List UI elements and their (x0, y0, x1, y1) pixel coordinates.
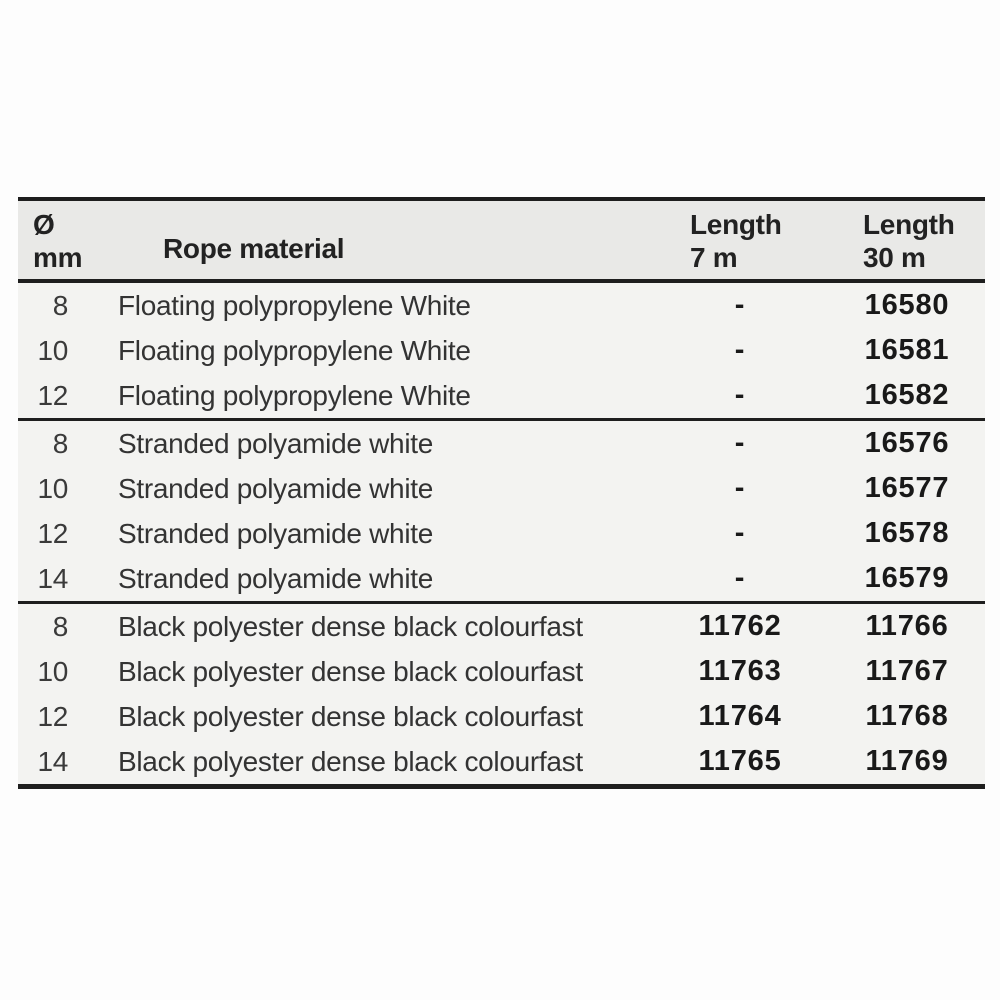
diameter-cell: 8 (52, 427, 68, 459)
length-7m-cell: - (734, 472, 746, 504)
diameter-cell: 8 (52, 289, 68, 321)
length-7m-cell: - (734, 334, 746, 366)
diameter-symbol: Ø (33, 209, 55, 240)
table-row (18, 511, 985, 556)
table-header-row (18, 201, 985, 283)
rope-table (18, 197, 985, 789)
diameter-cell: 10 (37, 472, 68, 504)
material-cell: Floating polypropylene White (118, 289, 471, 321)
material-cell: Floating polypropylene White (118, 379, 471, 411)
table-row (18, 466, 985, 511)
length-30m-cell: 16582 (864, 379, 950, 411)
material-cell: Stranded polyamide white (118, 517, 433, 549)
material-cell: Black polyester dense black colourfast (118, 700, 583, 732)
material-cell: Stranded polyamide white (118, 472, 433, 504)
diameter-cell: 10 (37, 655, 68, 687)
length-30m-cell: 11769 (865, 745, 949, 777)
length-7m-cell: - (734, 517, 746, 549)
material-header-label: Rope material (163, 232, 345, 264)
length-7m-cell: - (734, 562, 746, 594)
length-7m-cell: - (734, 379, 746, 411)
table-row (18, 604, 985, 649)
material-cell: Floating polypropylene White (118, 334, 471, 366)
material-cell: Stranded polyamide white (118, 427, 433, 459)
diameter-cell: 12 (37, 700, 68, 732)
table-row (18, 556, 985, 601)
material-cell: Black polyester dense black colourfast (118, 610, 583, 642)
diameter-unit-label: mm (33, 242, 83, 273)
table-row (18, 328, 985, 373)
length-7m-cell: 11765 (698, 745, 782, 777)
table-group-stranded-polyamide (18, 418, 985, 601)
length-7m-cell: 11762 (698, 610, 782, 642)
material-cell: Stranded polyamide white (118, 562, 433, 594)
table-row (18, 649, 985, 694)
material-cell: Black polyester dense black colourfast (118, 655, 583, 687)
table-row (18, 694, 985, 739)
diameter-cell: 8 (52, 610, 68, 642)
length-7m-header-line2: 7 m (690, 242, 738, 273)
length-30m-cell: 16579 (864, 562, 950, 594)
length-30m-cell: 16581 (864, 334, 950, 366)
diameter-cell: 10 (37, 334, 68, 366)
length-30m-header-line2: 30 m (863, 242, 926, 273)
column-header-length-7m (665, 201, 815, 279)
table-row (18, 283, 985, 328)
column-header-material (68, 201, 665, 279)
material-cell: Black polyester dense black colourfast (118, 745, 583, 777)
diameter-cell: 12 (37, 379, 68, 411)
length-30m-cell: 16577 (864, 472, 950, 504)
length-7m-cell: 11763 (698, 655, 782, 687)
length-7m-cell: - (734, 289, 746, 321)
diameter-cell: 14 (37, 562, 68, 594)
table-row (18, 739, 985, 784)
table-row (18, 421, 985, 466)
table-group-black-polyester (18, 601, 985, 784)
table-group-floating-polypropylene (18, 283, 985, 418)
length-30m-cell: 16578 (864, 517, 950, 549)
length-30m-cell: 16576 (864, 427, 950, 459)
length-30m-cell: 16580 (864, 289, 950, 321)
length-30m-cell: 11768 (865, 700, 949, 732)
diameter-cell: 14 (37, 745, 68, 777)
length-30m-header-line1: Length (863, 209, 955, 240)
length-30m-cell: 11767 (865, 655, 949, 687)
length-30m-cell: 11766 (865, 610, 949, 642)
column-header-length-30m (815, 201, 985, 279)
table-row (18, 373, 985, 418)
length-7m-cell: - (734, 427, 746, 459)
diameter-cell: 12 (37, 517, 68, 549)
length-7m-cell: 11764 (698, 700, 782, 732)
length-7m-header-line1: Length (690, 209, 782, 240)
